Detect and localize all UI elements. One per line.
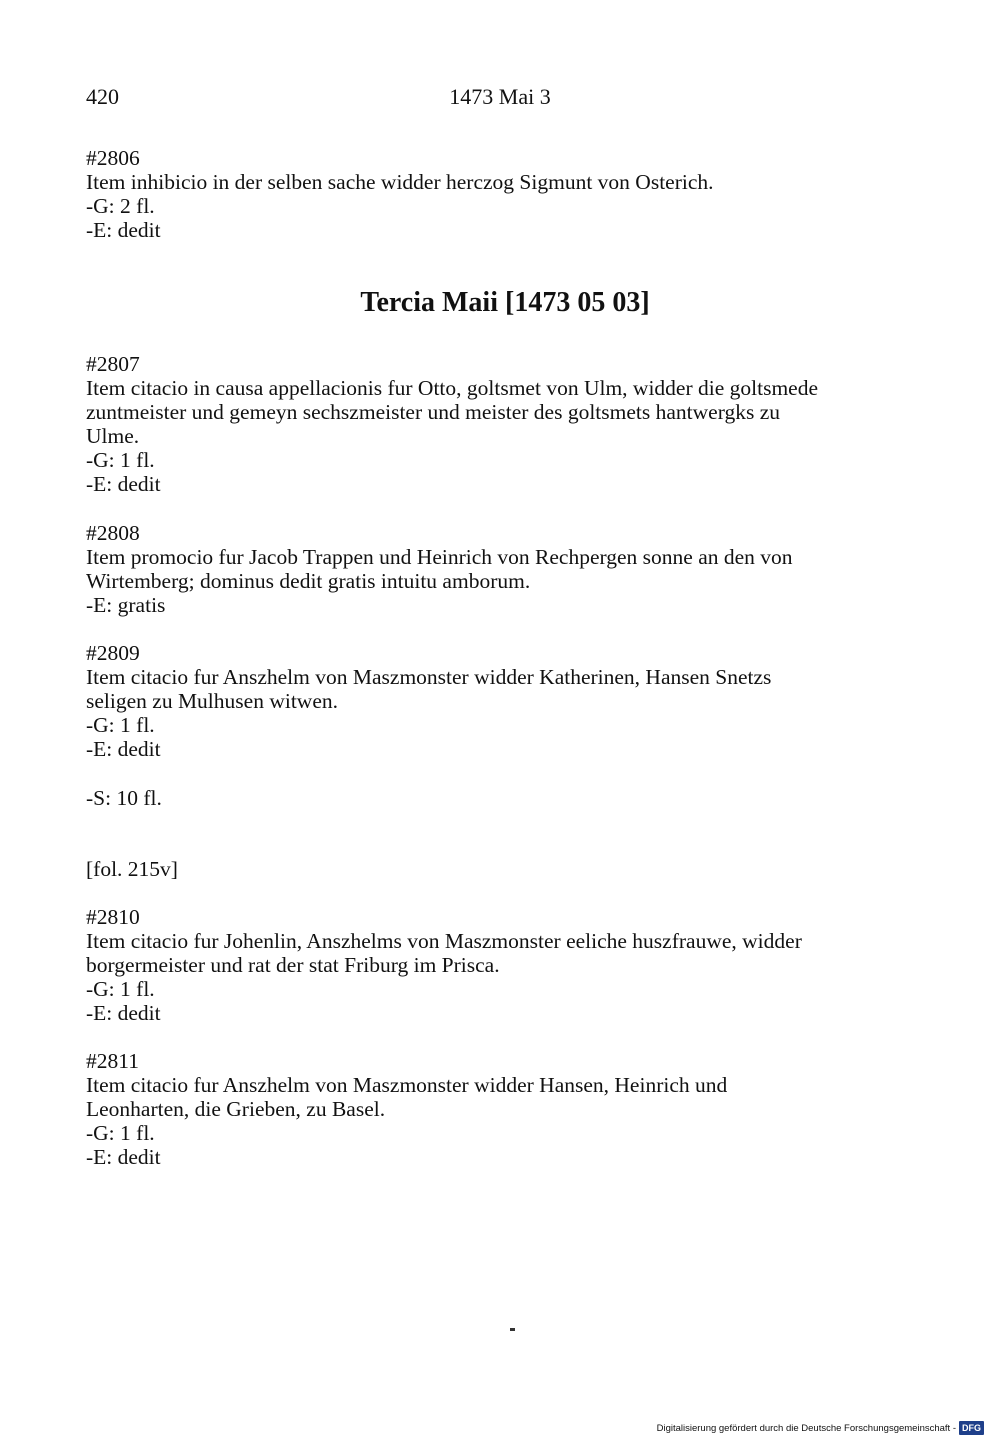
entry-id: #2807	[86, 352, 140, 376]
entry-text-line: zuntmeister und gemeyn sechszmeister und meister des goltsmets hantwergks zu	[86, 400, 781, 424]
page-number: 420	[86, 84, 119, 109]
entry-2809	[86, 641, 918, 761]
entry-note: -E: dedit	[86, 218, 161, 242]
entry-id: #2811	[86, 1049, 139, 1073]
entry-note: -G: 1 fl.	[86, 448, 155, 472]
entry-id: #2809	[86, 641, 140, 665]
folio-marker	[86, 857, 918, 881]
entry-note: -E: dedit	[86, 472, 161, 496]
section-heading: Tercia Maii [1473 05 03]	[360, 287, 650, 318]
entry-text-line: Wirtemberg; dominus dedit gratis intuitu amborum.	[86, 569, 531, 593]
sum-note	[86, 786, 918, 810]
entry-2810	[86, 905, 918, 1025]
entry-id: #2808	[86, 521, 140, 545]
entry-note: -E: gratis	[86, 593, 166, 617]
entry-note: -G: 2 fl.	[86, 194, 155, 218]
entry-text-line: Item promocio fur Jacob Trappen und Heinrich von Rechpergen sonne an den von	[86, 545, 793, 569]
entry-2806	[86, 146, 918, 242]
entry-id: #2810	[86, 905, 140, 929]
entry-note: -E: dedit	[86, 737, 161, 761]
running-head: 1473 Mai 3	[449, 84, 551, 109]
entry-text-line: Leonharten, die Grieben, zu Basel.	[86, 1097, 386, 1121]
dfg-logo: DFG	[959, 1421, 984, 1435]
entry-note: -E: dedit	[86, 1145, 161, 1169]
entry-text-line: seligen zu Mulhusen witwen.	[86, 689, 338, 713]
entry-2811	[86, 1049, 918, 1169]
sum-note-text: -S: 10 fl.	[86, 786, 162, 810]
entry-2807	[86, 352, 918, 496]
entry-note: -G: 1 fl.	[86, 1121, 155, 1145]
entry-text-line: Item citacio fur Johenlin, Anszhelms von Maszmonster eeliche huszfrauwe, widder	[86, 929, 802, 953]
entry-2808	[86, 521, 918, 617]
entry-text-line: Item citacio in causa appellacionis fur Otto, goltsmet von Ulm, widder die goltsmede	[86, 376, 819, 400]
entry-text-line: borgermeister und rat der stat Friburg im Prisca.	[86, 953, 500, 977]
page-mark	[510, 1328, 515, 1331]
entry-note: -G: 1 fl.	[86, 713, 155, 737]
entry-text-line: Item citacio fur Anszhelm von Maszmonster widder Hansen, Heinrich und	[86, 1073, 728, 1097]
entry-text-line: Item citacio fur Anszhelm von Maszmonster widder Katherinen, Hansen Snetzs	[86, 665, 772, 689]
entry-id: #2806	[86, 146, 140, 170]
folio-marker-text: [fol. 215v]	[86, 857, 178, 881]
footer-credit: Digitalisierung gefördert durch die Deutsche Forschungsgemeinschaft -	[656, 1423, 956, 1434]
entry-text-line: Ulme.	[86, 424, 140, 448]
digitization-footer	[657, 1421, 984, 1436]
entry-note: -G: 1 fl.	[86, 977, 155, 1001]
entry-note: -E: dedit	[86, 1001, 161, 1025]
entry-text-line: Item inhibicio in der selben sache widder herczog Sigmunt von Osterich.	[86, 170, 714, 194]
